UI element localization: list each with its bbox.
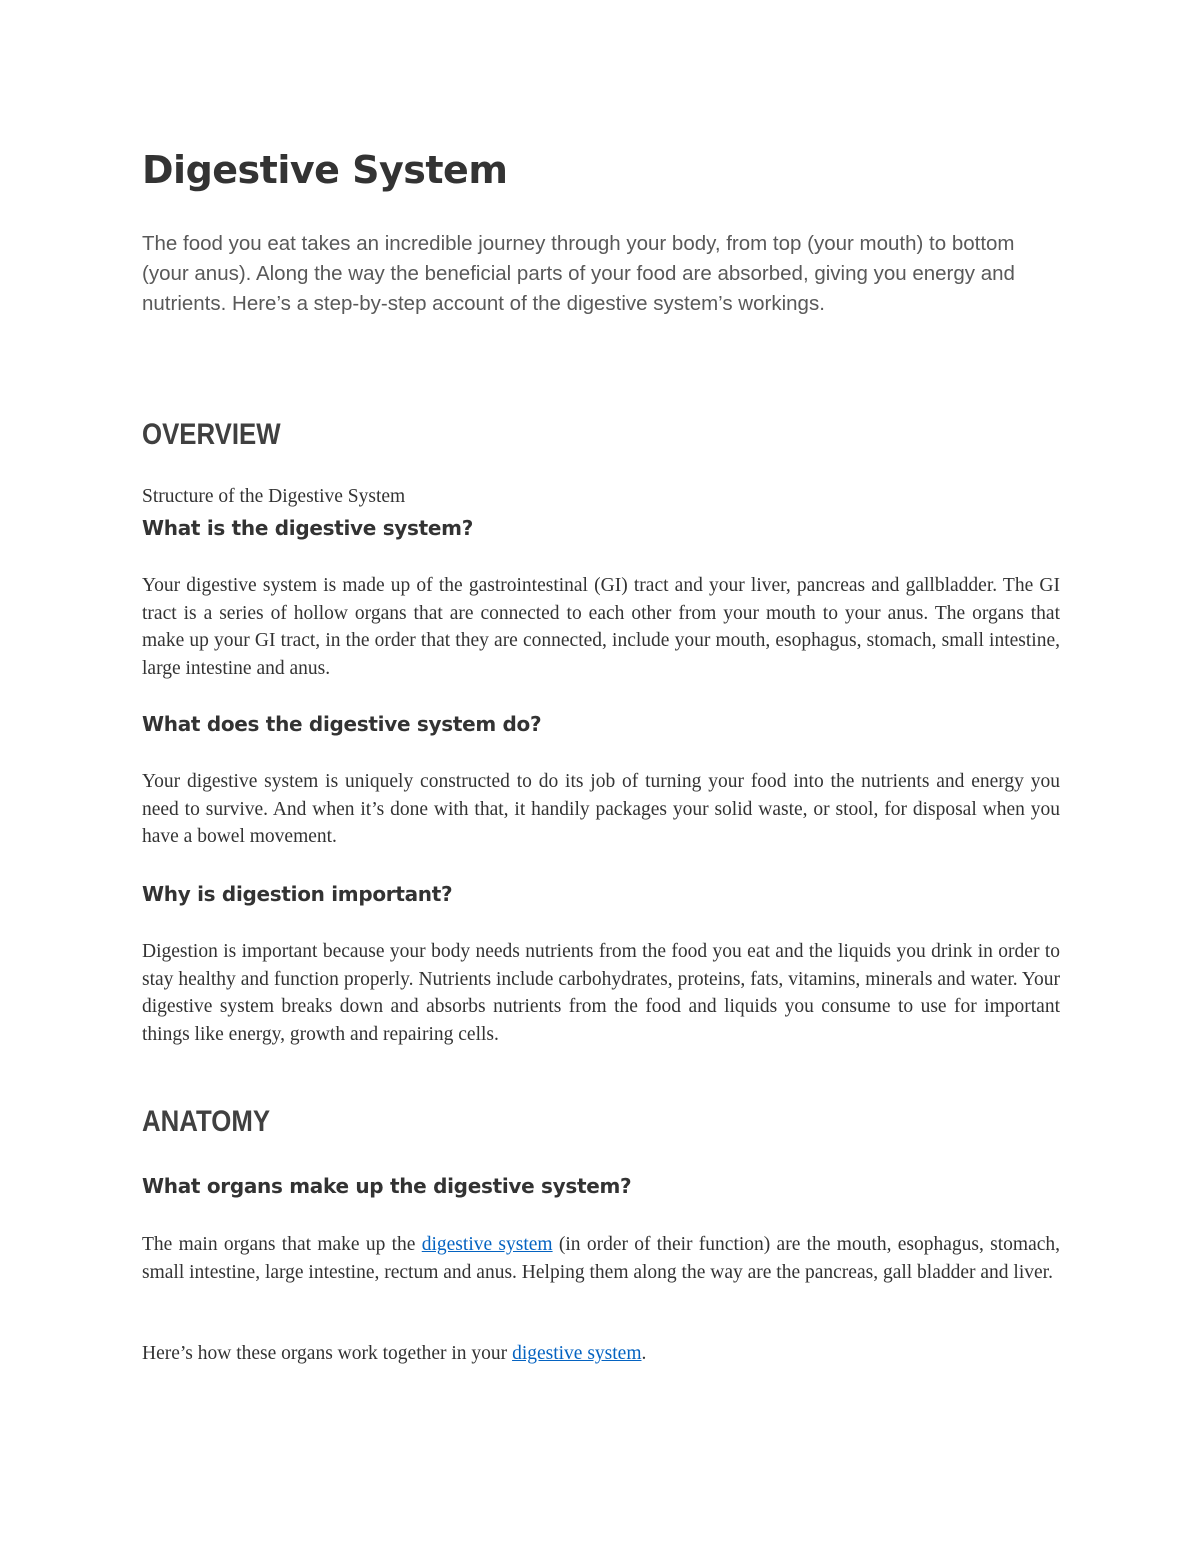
overview-subtitle: Structure of the Digestive System (142, 486, 406, 507)
answer-what-is: Your digestive system is made up of the gastrointestinal (GI) tract and your liver, pancreas and gallbladder. The GI tract is a series of hollow organs that are connected to each other from your mouth to your anus. The organs that make up your GI tract, in the order that they are connected, include your mouth, esophagus, stomach, small intestine, large intestine and anus. (142, 575, 1060, 679)
organs-together-text-end: . (641, 1343, 647, 1364)
question-organs: What organs make up the digestive system? (142, 1174, 632, 1198)
answer-why-important: Digestion is important because your body needs nutrients from the food you eat and the liquids you drink in order to stay healthy and function properly. Nutrients include carbohydrates, proteins, fats, vitamins, minerals and water. Your digestive system breaks down and absorbs nutrients from the food and liquids you consume to use for important things like energy, growth and repairing cells. (142, 941, 1060, 1045)
question-what-does: What does the digestive system do? (142, 712, 542, 736)
document-title: Digestive System (142, 148, 508, 192)
anatomy-heading: ANATOMY (142, 1105, 271, 1138)
answer-what-does: Your digestive system is uniquely constructed to do its job of turning your food into the nutrients and energy you need to survive. And when it’s done with that, it handily packages your solid waste, or stool, for disposal when you have a bowel movement. (142, 771, 1060, 847)
question-why-important: Why is digestion important? (142, 882, 453, 906)
organs-together-paragraph (142, 1340, 1060, 1368)
overview-heading: OVERVIEW (142, 418, 281, 451)
answer-organs-text-start: The main organs that make up the (142, 1234, 422, 1255)
digestive-system-link[interactable]: digestive system (421, 1234, 553, 1255)
intro-paragraph: The food you eat takes an incredible journey through your body, from top (your mouth) to bottom (your anus). Along the way the beneficial parts of your food are absorbed, giving you energy and nutrients. Here’s a step-by-step account of the digestive system’s workings. (142, 232, 1015, 315)
digestive-system-link-2[interactable]: digestive system (512, 1343, 642, 1364)
organs-together-text-start: Here’s how these organs work together in your (142, 1343, 513, 1364)
question-what-is: What is the digestive system? (142, 516, 474, 540)
answer-organs (142, 1231, 1060, 1286)
answer-organs-text-end: (in order of their function) are the mouth, esophagus, stomach, small intestine, large intestine, rectum and anus. Helping them along the way are the pancreas, gall bladder and liver. (142, 1234, 1060, 1283)
